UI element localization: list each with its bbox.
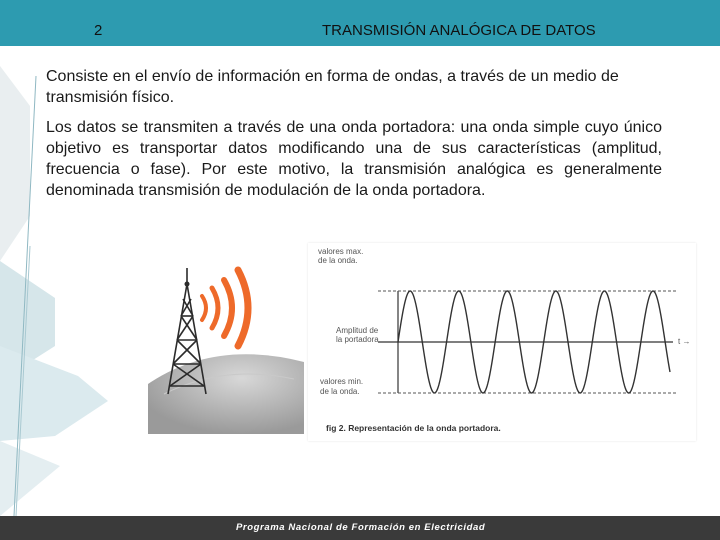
label-min-values-2: de la onda.: [320, 387, 360, 396]
slide-header: [0, 0, 720, 46]
slide-footer: [0, 516, 720, 540]
slide-title: TRANSMISIÓN ANALÓGICA DE DATOS: [322, 22, 596, 39]
paragraph-definition: Consiste en el envío de información en forma de ondas, a través de un medio de transmisión físico.: [46, 68, 619, 106]
label-min-values: valores min.: [320, 377, 364, 386]
label-carrier-amplitude: Amplitud de: [336, 326, 379, 335]
footer-program-name: Programa Nacional de Formación en Electricidad: [236, 522, 486, 533]
label-time-axis: t →: [678, 337, 691, 346]
slide-number: 2: [94, 22, 103, 39]
antenna-tower-illustration: [144, 244, 304, 434]
figure-caption: fig 2. Representación de la onda portadora.: [326, 423, 501, 433]
carrier-wave-figure: [308, 243, 696, 441]
paragraph-carrier-wave: Los datos se transmiten a través de una onda portadora: una onda simple cuyo único objetivo es transportar datos modificando una de sus características (amplitud, frecuencia o fase). Por este motivo, la transmisión analógica es generalmente denominada transmisión de modulación de la onda portadora.: [46, 119, 662, 199]
label-carrier-amplitude-2: la portadora: [336, 335, 379, 344]
label-max-values: valores max.: [318, 247, 364, 256]
label-max-values-2: de la onda.: [318, 256, 358, 265]
